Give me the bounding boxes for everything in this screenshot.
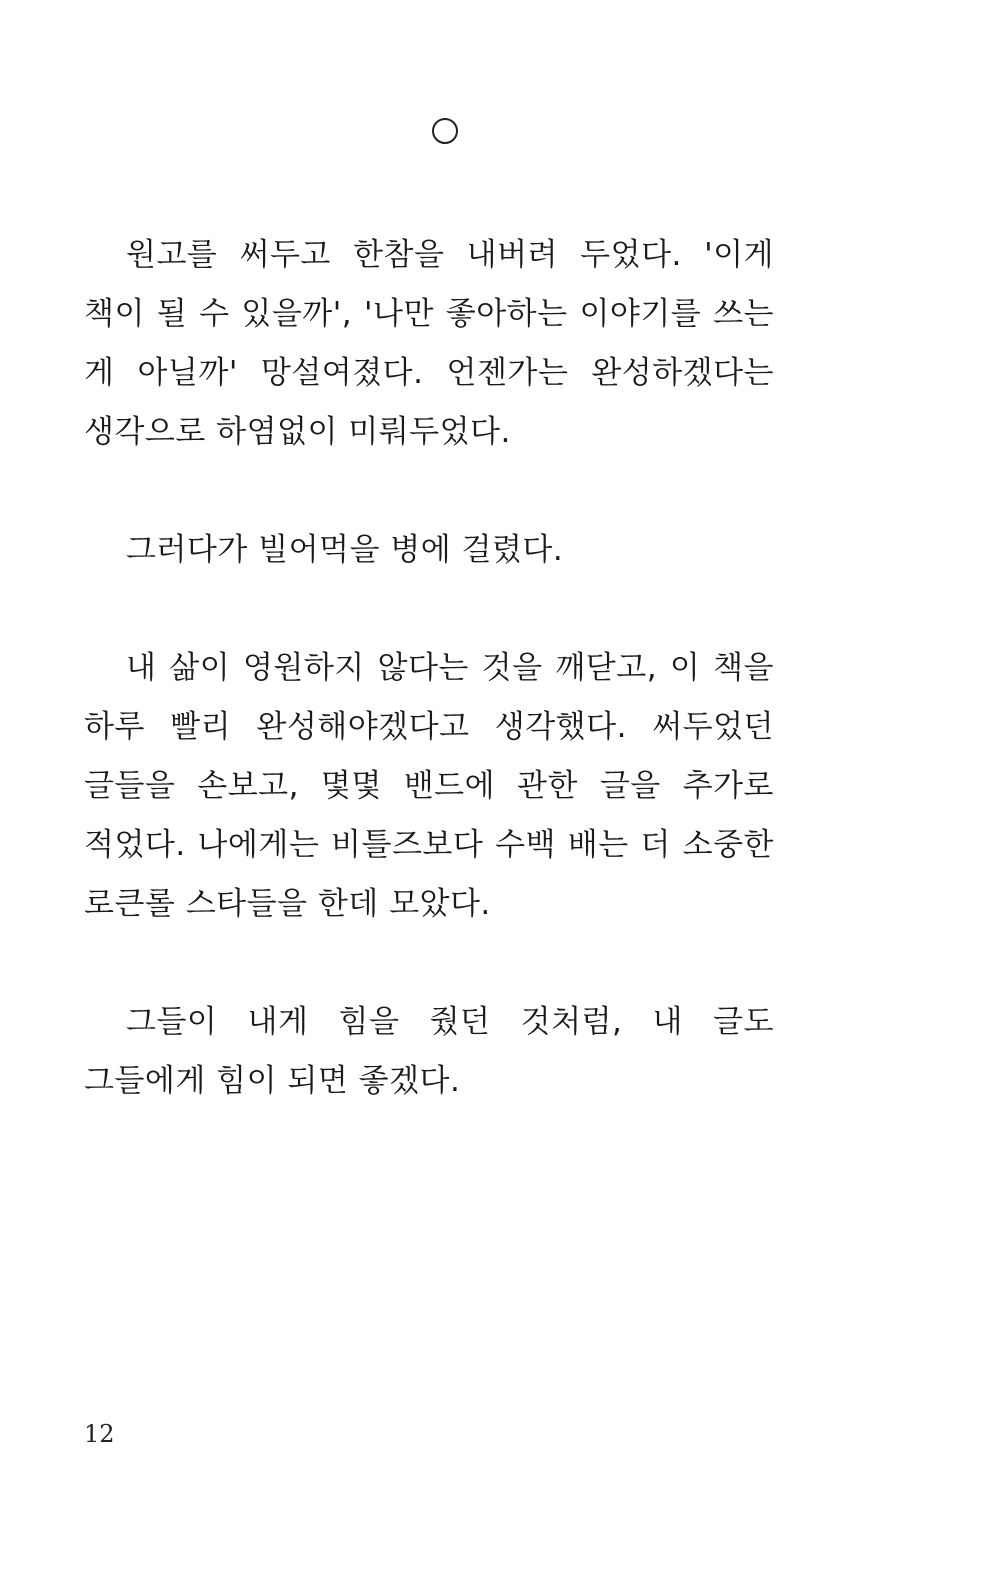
paragraph-3: 내 삶이 영원하지 않다는 것을 깨닫고, 이 책을 하루 빨리 완성해야겠다고 생각했다. 써두었던 글들을 손보고, 몇몇 밴드에 관한 글을 추가로 적었다. 나에게는 비틀즈보다 수백 배는 더 소중한 로큰롤 스타들을 한데 모았다.: [84, 650, 774, 922]
circle-ornament-icon: [432, 118, 458, 144]
paragraph-2: 그러다가 빌어먹을 병에 걸렸다.: [126, 532, 564, 568]
paragraph-1: 원고를 써두고 한참을 내버려 두었다. '이게 책이 될 수 있을까', '나만 좋아하는 이야기를 쓰는 게 아닐까' 망설여졌다. 언젠가는 완성하겠다는 생각으로 하염없이 미뤄두었다.: [84, 237, 774, 450]
body-text: [84, 226, 774, 1111]
page-number: 12: [84, 1420, 115, 1448]
paragraph-4: 그들이 내게 힘을 줬던 것처럼, 내 글도 그들에게 힘이 되면 좋겠다.: [84, 1004, 774, 1099]
